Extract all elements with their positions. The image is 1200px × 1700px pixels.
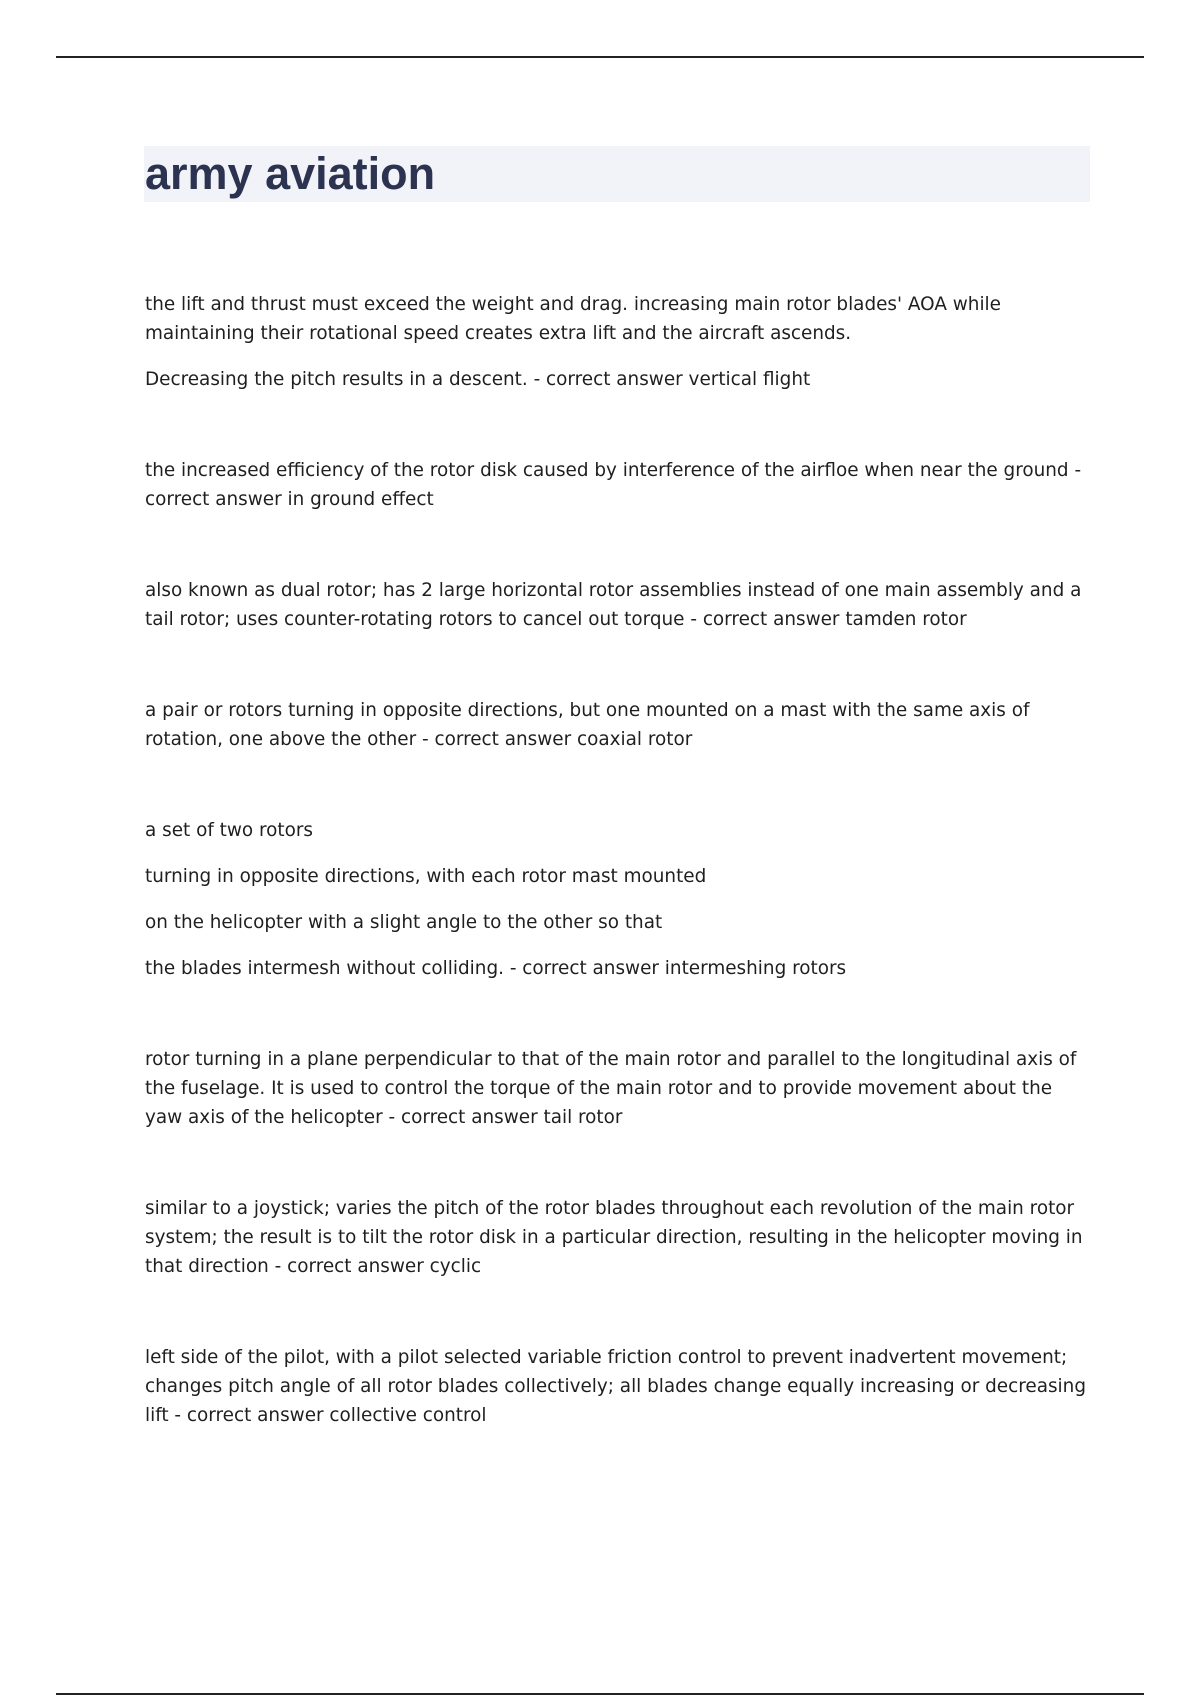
card-text: similar to a joystick; varies the pitch of the rotor blades throughout each revolution of the main rotor system; the result is to tilt the rotor disk in a particular direction, resulting in the helicopter moving in that direction - correct answer cyclic (145, 1198, 1083, 1277)
card-text: also known as dual rotor; has 2 large horizontal rotor assemblies instead of one main assembly and a tail rotor; uses counter-rotating rotors to cancel out torque - correct answer tamden rotor (145, 580, 1082, 630)
flashcard-collective-control (145, 1343, 1090, 1430)
card-text: Decreasing the pitch results in a descent. - correct answer vertical flight (145, 369, 811, 390)
bottom-divider (56, 1693, 1144, 1695)
document-title: army aviation (145, 148, 436, 199)
card-text: on the helicopter with a slight angle to the other so that (145, 912, 663, 933)
card-text: the blades intermesh without colliding. - correct answer intermeshing rotors (145, 958, 847, 979)
card-text: a pair or rotors turning in opposite directions, but one mounted on a mast with the same axis of rotation, one above the other - correct answer coaxial rotor (145, 700, 1030, 750)
flashcard-tandem-rotor (145, 576, 1090, 634)
flashcard-coaxial-rotor (145, 696, 1090, 754)
flashcard-vertical-flight (145, 290, 1090, 394)
card-text: left side of the pilot, with a pilot selected variable friction control to prevent inadvertent movement; changes pitch angle of all rotor blades collectively; all blades change equally increasing or decreasing lift - correct answer collective control (145, 1347, 1086, 1426)
flashcard-intermeshing-rotors (145, 816, 1090, 983)
card-text: a set of two rotors (145, 820, 314, 841)
flashcard-tail-rotor (145, 1045, 1090, 1132)
flashcard-list (145, 290, 1090, 1492)
flashcard-in-ground-effect (145, 456, 1090, 514)
card-text: the lift and thrust must exceed the weight and drag. increasing main rotor blades' AOA while maintaining their rotational speed creates extra lift and the aircraft ascends. (145, 294, 1001, 344)
flashcard-cyclic (145, 1194, 1090, 1281)
card-text: turning in opposite directions, with each rotor mast mounted (145, 866, 707, 887)
card-text: the increased efficiency of the rotor disk caused by interference of the airfloe when near the ground - correct answer in ground effect (145, 460, 1082, 510)
card-text: rotor turning in a plane perpendicular to that of the main rotor and parallel to the longitudinal axis of the fuselage. It is used to control the torque of the main rotor and to provide movement about the yaw axis of the helicopter - correct answer tail rotor (145, 1049, 1077, 1128)
top-divider (56, 56, 1144, 58)
